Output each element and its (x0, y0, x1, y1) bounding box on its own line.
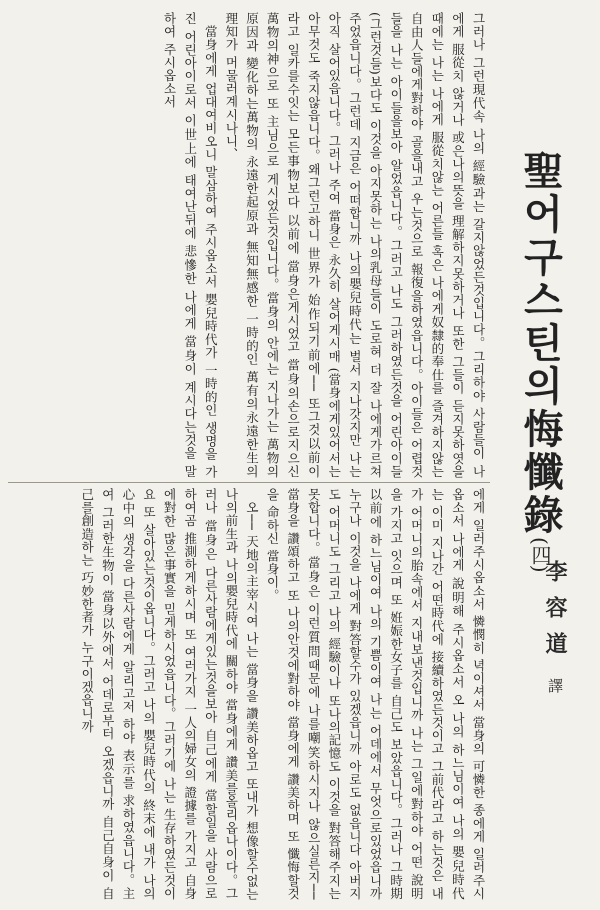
lower-text-block (10, 488, 488, 900)
paragraph: 그러나 그런現代속 나의 經驗과는 갈지않었든것입니다。그리하야 사람들이 나에게 服從치 않거나 或은나의뜻을 理解하지못하거나 또한 그들이 듣지못하엿을때에는 나는 나에게 服從치않는 어른들 혹은 나에게奴隸的奉仕를 즐겨하지않는 自由人들에게對하야 골을내고 우는것으로 報復을하였읍니다。아이들은 어렵것들을 나는 아이들을보아 알었읍니다。그러고 나도 그러하였든것을 어린아이들(그런것들)보다도 이것을 아지못하는 나의乳母들이 도로혀 더 잘 나에게가르쳐 주었읍니다。그런데 지금은 어떠합니까 나의嬰兒時代는 벌서 지나갓지만 나는 아직 살어있읍니다。그러나 주여 當身은 永久히 살어게시매 (當身에게있어서는 아무것도 죽지않읍니다。왜그런고하니 世界가 始作되기前에── 또그것以前이라고 일카를수잇는 모든事物보다 以前에 當身은게시었고 當身의손으로지으신 萬物의神으로 또 主님으로 게시었든것입니다。當身의 안에는 지나가는 萬物의原因과 變化하는萬物의 永遠한起原과 無知無感한 一時的인 萬有의永遠한生의理知가 머물러계시나니、 (223, 12, 486, 478)
author-name: 李容道 (542, 560, 568, 668)
paragraph: 當身에게 업대여비오니 말삼하여 주시옵소서 嬰兒時代가 一時的인 생명을 가진 어린아이로서 이世上에 태여난뒤에 悲慘한 나에게 當身이 계시다는것을 말하여 주시옵소서 (162, 12, 219, 478)
translator-mark: 譯 (546, 678, 564, 693)
article-title (514, 150, 566, 573)
paragraph: 에게 일러주시옵소서 憐憫히 녁이셔서 當身의 可憐한 종에게 일러주시옵소서 나에게 說明해 주시옵소서 오 나의 하느님이여 나의 嬰兒時代는 이미 지나간 어떤時代에 接續하였든것이고 그前代라고 하는것은 내가 어머니의胎속에서 지내보낸것입니까 나는 그일에對하야 어떤 說明을 가지고 잇으며 또 姙娠한女子를 自己도 보았읍니다。그러나 그時期以前에 하느님이여 나의 기쁨이여 나는 어데에서 무엇으로있었읍니까 누구나 이것을 나에게 對答할수가 있겠읍니까 아로도 없읍니다 아버지도 어머니도 그리고 나의 經驗이나 또나의記憶도 이것을 對答해주지는 못합니다。當身은 이런質問때문에 나를嘲笑하시지나 않으실른지── 當身을 讚頌하고 또 나의안것에對하야 當身에게 讚美하며 또 懺悔할것을 命하신 當身이。 (265, 488, 486, 900)
section-divider (8, 482, 490, 483)
paragraph: 오── 天地의主宰시여 나는 當身을 讚美하옵고 또내가 想像할수없는 나의前生과 나의嬰兒時代에 關하야 當身에게 讚美를올리옵나이다。그러나 當身은 다른사람에게있는것을보아 自己에게 當할일을 사람으로하여곰 推測하게하시며 또 여러가지 一人의婦女의 證據를 가지고 自身에對한 많은事實을 믿게하시었읍니다。그러기에 나는 生存하였든것이요 또 살아있는것이옵니다。그러고 나의 嬰兒時代의 終末에 내가 나의心中의 생각을 다른사람에게 알리고저 하야 表示를 求하였읍니다。主여 그러한生物이 當身以外에서 어데로부터 오겠읍니까 自己自身이 自己를創造하는 巧妙한者가 누구이겠읍니까 (79, 488, 260, 900)
upper-text-block (10, 12, 488, 478)
part-number: (四) (528, 537, 552, 573)
author-byline (540, 560, 571, 693)
title-text: 聖어구스틴의悔懺錄 (517, 150, 564, 537)
